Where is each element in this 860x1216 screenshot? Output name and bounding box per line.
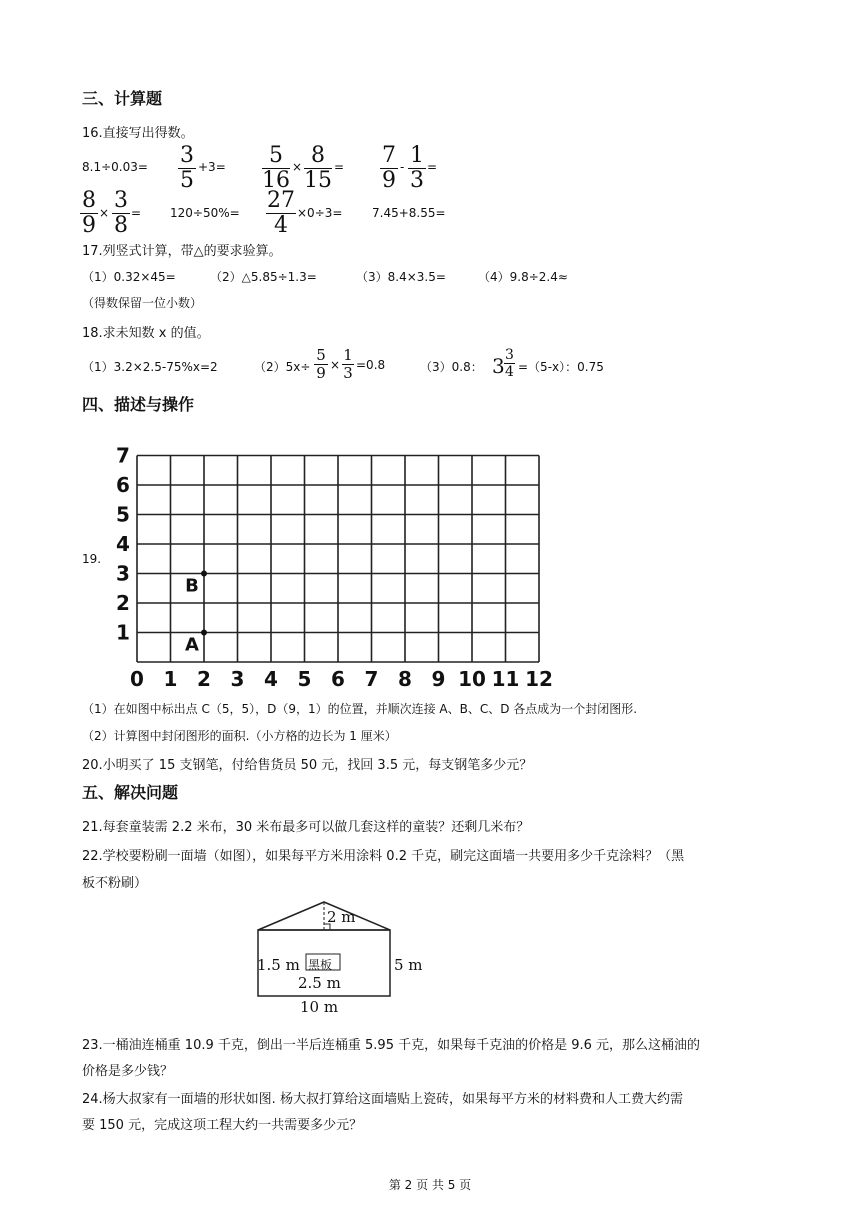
equals-sign: = xyxy=(427,160,438,174)
x-tick-label: 2 xyxy=(197,667,211,691)
y-tick-label: 1 xyxy=(116,620,130,645)
q22-line-1: 22.学校要粉刷一面墙（如图），如果每平方米用涂料 0.2 千克，刷完这面墙一共要用多少千克涂料？（黑 xyxy=(82,849,685,864)
section-heading-describe: 四、描述与操作 xyxy=(82,395,195,414)
point-marker xyxy=(201,571,207,577)
fraction: 3 8 xyxy=(114,188,128,238)
q16-item-2-tail: +3= xyxy=(198,160,226,174)
q24-line-2: 要 150 元，完成这项工程大约一共需要多少元？ xyxy=(82,1118,363,1133)
fraction: 7 9 xyxy=(382,143,396,193)
fraction: 3 5 xyxy=(180,143,194,193)
board-width-label: 2.5 m xyxy=(298,974,341,992)
point-label: B xyxy=(185,575,199,597)
q16-item-6: 120÷50%= xyxy=(170,206,240,220)
x-tick-label: 10 xyxy=(458,667,486,691)
x-tick-label: 1 xyxy=(163,667,178,691)
times-sign: × xyxy=(99,206,110,220)
fraction: 1 3 xyxy=(343,346,353,382)
q19-part-1: （1）在如图中标出点 C（5，5），D（9，1）的位置，并顺次连接 A、B、C、D 各点成为一个封闭图形. xyxy=(82,702,638,716)
x-tick-label: 8 xyxy=(398,667,412,691)
fraction: 5 9 xyxy=(314,348,328,381)
minus-sign: - xyxy=(400,160,405,174)
q22-line-2: 板不粉刷） xyxy=(82,876,148,891)
fraction: 27 4 xyxy=(267,188,295,238)
y-tick-label: 4 xyxy=(116,532,130,556)
times-sign: × xyxy=(330,358,341,372)
page-footer: 第 2 页 共 5 页 xyxy=(388,1178,472,1192)
q18-part-1: （1）3.2×2.5-75%x=2 xyxy=(82,360,218,374)
q18-part-3-b: =（5-x）：0.75 xyxy=(518,360,604,374)
fraction: 8 9 xyxy=(82,188,96,238)
times-sign: × xyxy=(292,160,303,174)
x-tick-label: 3 xyxy=(230,667,245,691)
q21-text: 21.每套童装需 2.2 米布，30 米布最多可以做几套这样的童装？还剩几米布？ xyxy=(82,820,530,835)
q16-title: 16.直接写出得数。 xyxy=(82,126,194,141)
wall-triangle-height-label: 2 m xyxy=(327,908,356,926)
x-tick-label: 0 xyxy=(130,667,144,691)
q17-part-2: （2）△5.85÷1.3= xyxy=(210,270,317,284)
q16-item-7-tail: ×0÷3= xyxy=(297,206,343,220)
blackboard-label: 黑板 xyxy=(308,958,333,972)
y-tick-label: 2 xyxy=(116,591,130,615)
q17-part-4: （4）9.8÷2.4≈ xyxy=(478,270,568,284)
fraction: 8 15 xyxy=(304,143,332,193)
wall-board-height-label: 1.5 m xyxy=(257,956,300,974)
y-tick-label: 7 xyxy=(116,443,130,468)
x-tick-label: 6 xyxy=(331,667,345,691)
q17-note: （得数保留一位小数） xyxy=(82,296,203,310)
fraction: 5 16 xyxy=(262,143,290,193)
q17-part-1: （1）0.32×45= xyxy=(82,270,176,284)
q17-title: 17.列竖式计算，带△的要求验算。 xyxy=(82,244,282,259)
q20-text: 20.小明买了 15 支钢笔，付给售货员 50 元，找回 3.5 元，每支钢笔多少元？ xyxy=(82,758,533,773)
x-tick-label: 7 xyxy=(364,667,379,691)
q18-part-2-a: （2）5x÷ xyxy=(254,360,311,374)
q16-item-8: 7.45+8.55= xyxy=(372,206,446,220)
q23-line-1: 23.一桶油连桶重 10.9 千克，倒出一半后连桶重 5.95 千克，如果每千克油的价格是 9.6 元，那么这桶油的 xyxy=(82,1038,701,1053)
y-tick-label: 5 xyxy=(116,502,130,527)
q23-line-2: 价格是多少钱？ xyxy=(82,1064,174,1079)
section-heading-solve: 五、解决问题 xyxy=(82,783,179,802)
x-tick-label: 4 xyxy=(264,667,278,691)
q17-part-3: （3）8.4×3.5= xyxy=(356,270,446,284)
q18-part-3-a: （3）0.8： xyxy=(420,360,483,374)
q16-item-1: 8.1÷0.03= xyxy=(82,160,148,174)
q18-title: 18.求未知数 x 的值。 xyxy=(82,326,210,341)
x-tick-label: 11 xyxy=(491,667,520,691)
q18-part-2-c: =0.8 xyxy=(356,358,386,372)
point-marker xyxy=(201,630,207,636)
y-tick-label: 3 xyxy=(116,561,130,586)
section-heading-calculation: 三、计算题 xyxy=(82,89,163,108)
equals-sign: = xyxy=(334,160,345,174)
fraction: 1 3 xyxy=(410,143,424,193)
x-tick-label: 9 xyxy=(431,667,446,691)
q24-line-1: 24.杨大叔家有一面墙的形状如图. 杨大叔打算给这面墙贴上瓷砖，如果每平方米的材料费和人工费大约需 xyxy=(82,1092,683,1107)
coordinate-grid xyxy=(105,430,565,692)
wall-width-label: 10 m xyxy=(300,998,339,1016)
q19-number: 19. xyxy=(82,552,102,566)
wall-height-label: 5 m xyxy=(394,956,423,974)
equals-sign: = xyxy=(131,206,142,220)
point-label: A xyxy=(185,634,199,656)
q19-part-2: （2）计算图中封闭图形的面积.（小方格的边长为 1 厘米） xyxy=(82,729,397,743)
y-tick-label: 6 xyxy=(116,473,130,497)
x-tick-label: 5 xyxy=(297,667,312,691)
x-tick-label: 12 xyxy=(525,667,553,691)
